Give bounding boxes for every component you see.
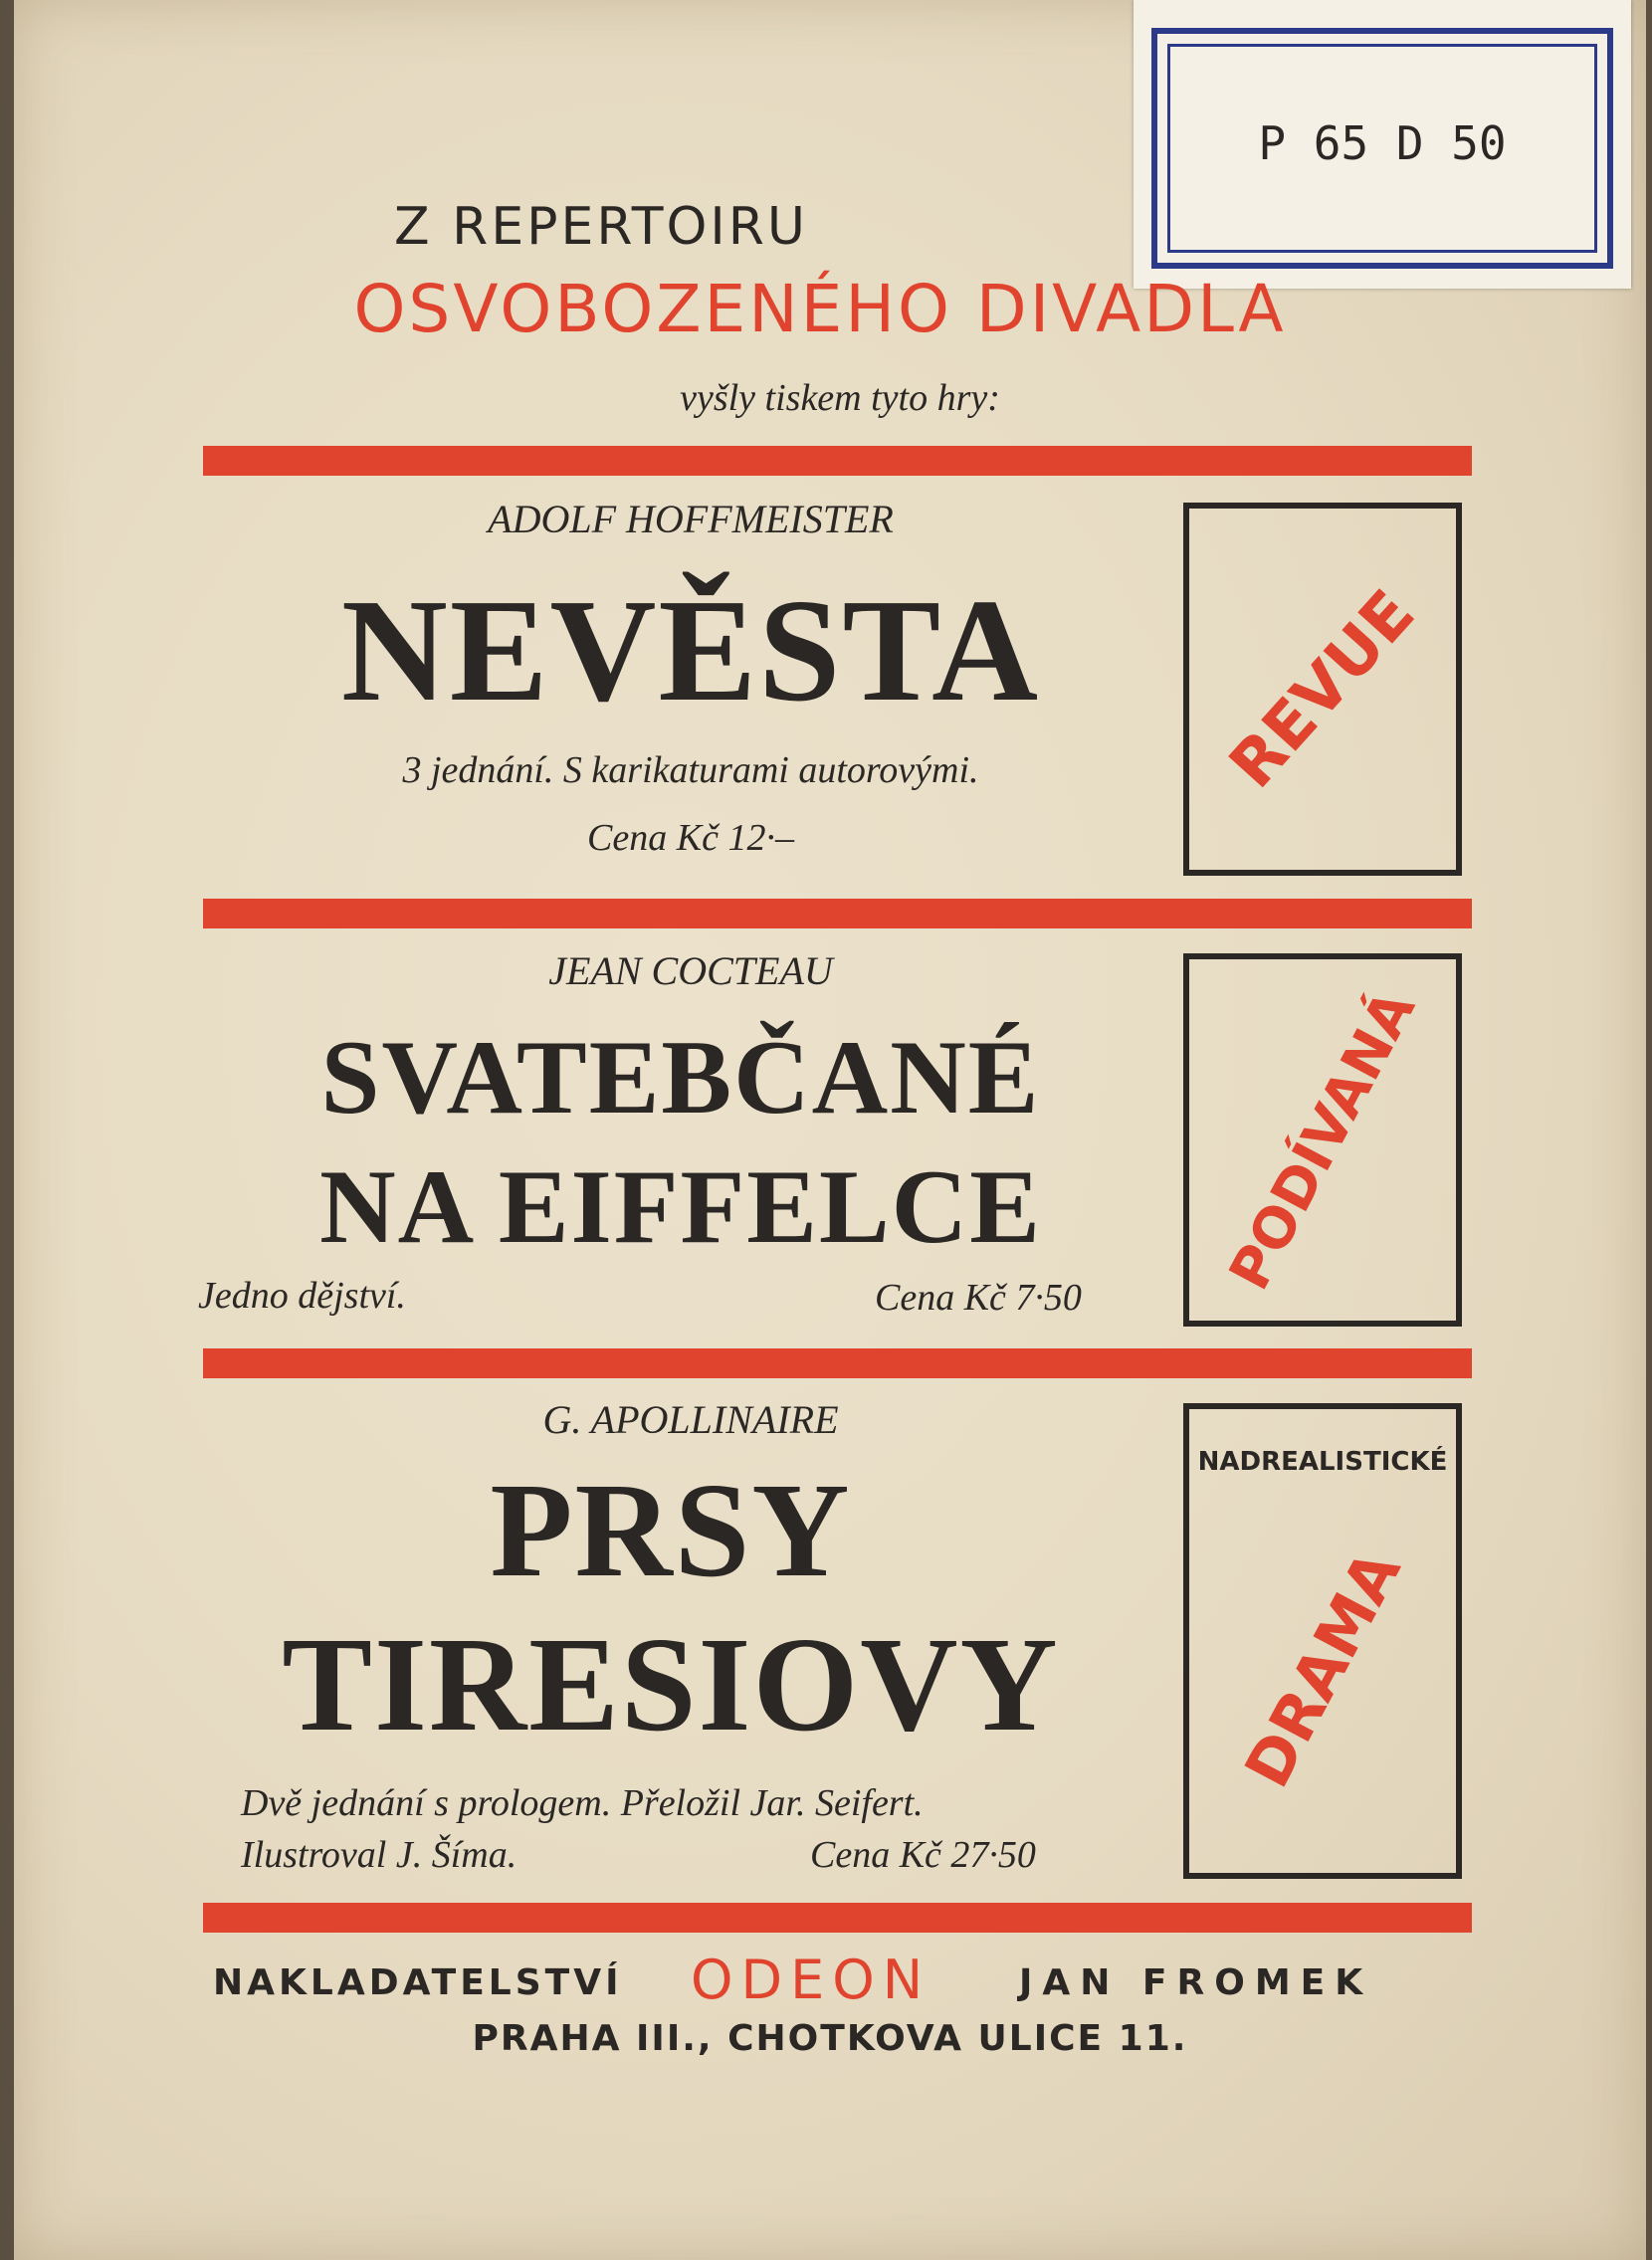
entry-description: 3 jednání. S karikaturami autorovými.: [402, 749, 979, 791]
genre-box: [1183, 503, 1462, 876]
genre-label: PODÍVANÁ: [1217, 979, 1428, 1301]
entry-description-line-1: Dvě jednání s prologem. Přeložil Jar. Seifert.: [241, 1782, 924, 1824]
entry-author: G. APOLLINAIRE: [542, 1397, 839, 1442]
entry-price: Cena Kč 7·50: [875, 1277, 1082, 1319]
entry-title-line-2: TIRESIOVY: [282, 1610, 1060, 1759]
library-stamp: [1134, 0, 1631, 289]
publisher-owner: JAN FROMEK: [1019, 1962, 1373, 2003]
publisher-label: NAKLADATELSTVÍ: [213, 1962, 623, 2003]
genre-box: [1183, 953, 1462, 1327]
divider-bar-3: [203, 1348, 1472, 1378]
stamp-code: P 65 D 50: [1258, 116, 1507, 170]
entry-title-line-1: SVATEBČANÉ: [320, 1019, 1041, 1135]
genre-label: DRAMA: [1230, 1539, 1415, 1799]
entry-author: JEAN COCTEAU: [548, 948, 833, 993]
header-line-repertoire: Z REPERTOIRU: [394, 197, 808, 257]
divider-bar-4: [203, 1903, 1472, 1933]
divider-bar-2: [203, 899, 1472, 928]
entry-title: NEVĚSTA: [340, 569, 1041, 732]
entry-title-line-2: NA EIFFELCE: [319, 1148, 1042, 1265]
publisher-address: PRAHA III., CHOTKOVA ULICE 11.: [472, 2018, 1188, 2059]
divider-bar-1: [203, 446, 1472, 476]
entry-price: Cena Kč 27·50: [810, 1834, 1036, 1876]
publisher-brand: ODEON: [691, 1949, 931, 2011]
genre-box: [1183, 1403, 1462, 1879]
genre-top-label: NADREALISTICKÉ: [1197, 1447, 1448, 1477]
entry-description: Jedno dějství.: [198, 1275, 406, 1317]
stamp-outer-border: [1151, 28, 1613, 269]
header-line-theatre: OSVOBOZENÉHO DIVADLA: [353, 271, 1287, 347]
entry-author: ADOLF HOFFMEISTER: [488, 497, 894, 541]
entry-description-line-2: Ilustroval J. Šíma.: [241, 1834, 517, 1876]
book-back-cover: [14, 0, 1646, 2260]
entry-title-line-1: PRSY: [490, 1456, 852, 1605]
stamp-inner-border: [1167, 44, 1597, 253]
genre-label: REVUE: [1215, 576, 1430, 802]
header-line-subtitle: vyšly tiskem tyto hry:: [680, 377, 1000, 419]
entry-price: Cena Kč 12·–: [587, 817, 794, 859]
